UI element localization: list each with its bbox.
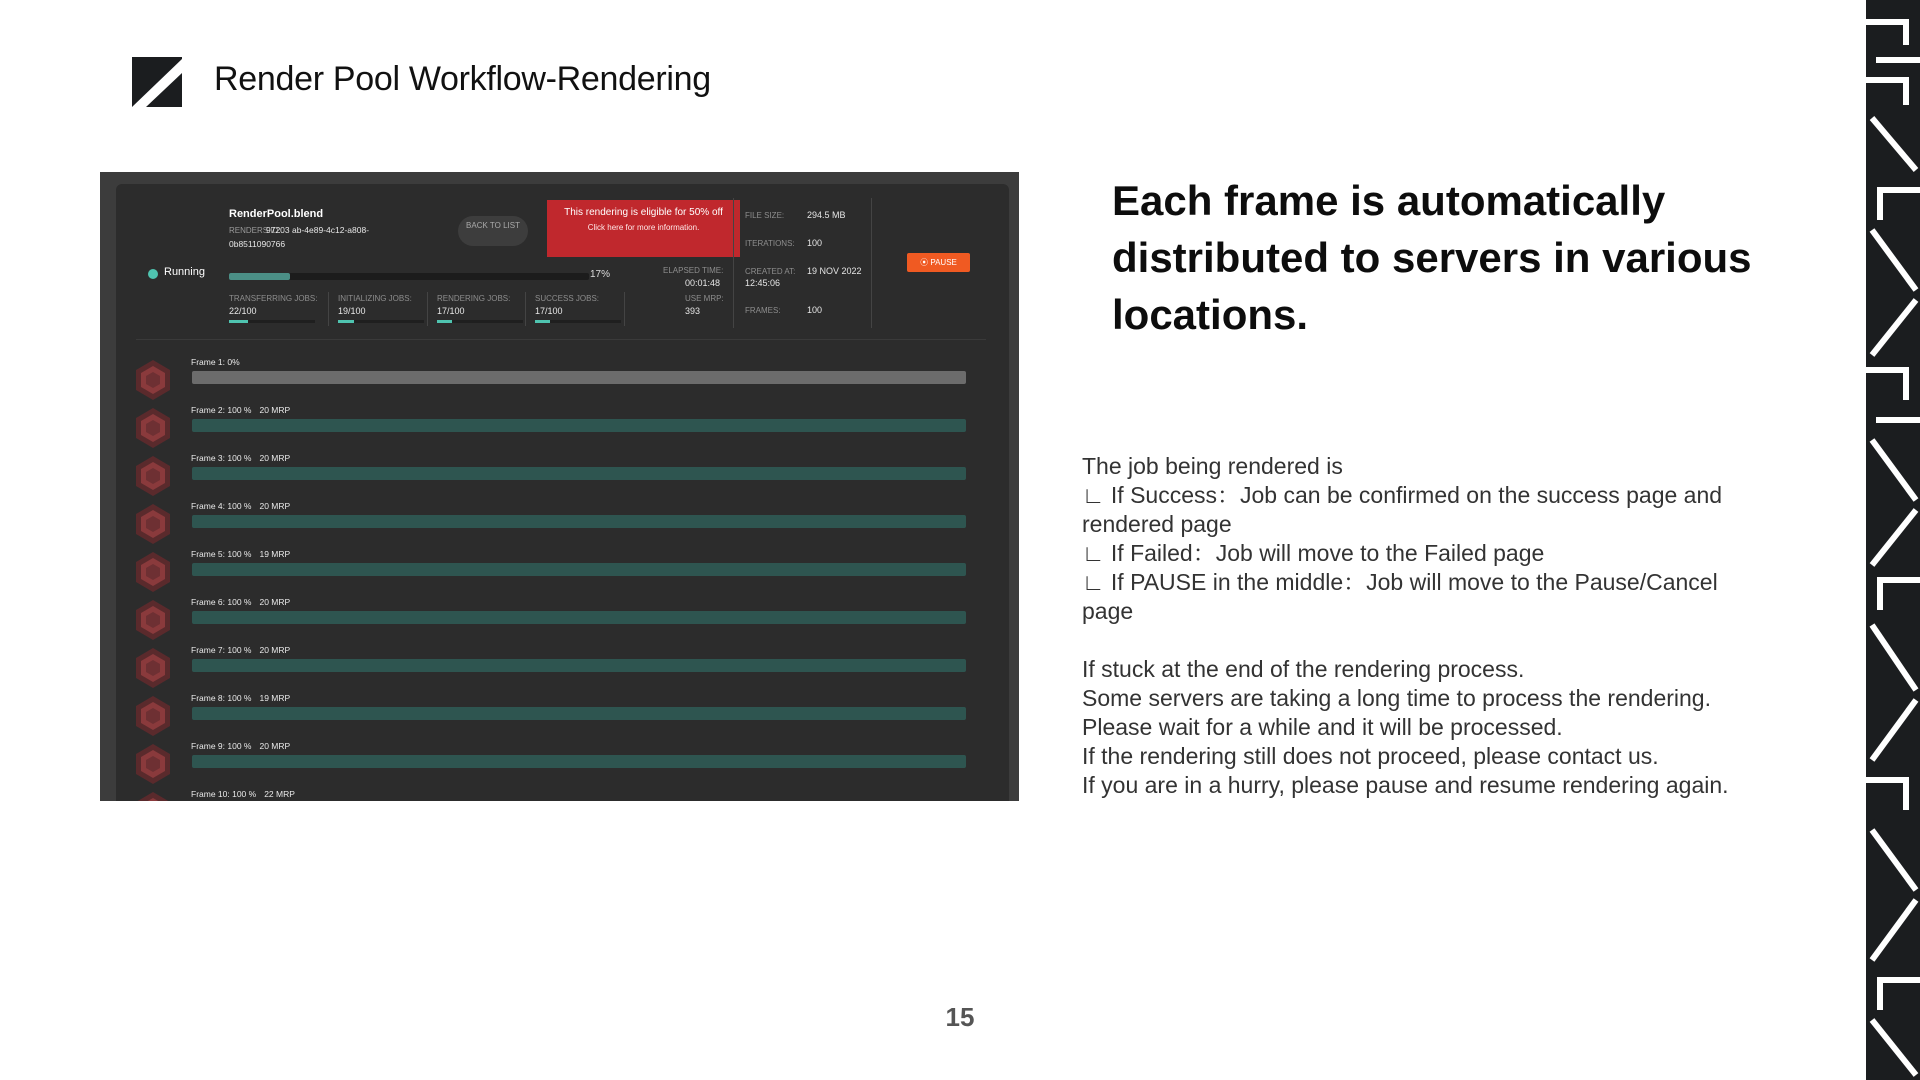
frame-label: [191, 645, 298, 655]
frame-mrp: 20 MRP: [259, 453, 291, 463]
elapsed-time-label: ELAPSED TIME:: [663, 266, 724, 275]
frames-label: FRAMES:: [745, 306, 781, 315]
render-id-value-continued: 0b8511090766: [229, 239, 286, 249]
overall-progress-label: 17%: [590, 269, 611, 280]
frame-mrp: 20 MRP: [259, 405, 291, 415]
initializing-jobs: [338, 294, 424, 323]
body-line: If the rendering still does not proceed, please contact us.: [1082, 743, 1659, 769]
discount-banner[interactable]: [547, 200, 740, 257]
body-line: ∟ If Success：Job can be confirmed on the success page and rendered page: [1082, 482, 1723, 537]
file-name: RenderPool.blend: [229, 208, 324, 220]
use-mrp-label: USE MRP:: [685, 294, 724, 303]
job-progress-fill: [535, 320, 550, 323]
frame-label: [191, 357, 256, 367]
render-status-card: [116, 184, 1009, 801]
status-dot-icon: [148, 269, 158, 279]
body-line: If you are in a hurry, please pause and resume rendering again.: [1082, 772, 1729, 798]
frame-row: [116, 645, 1009, 693]
frame-thumbnail-icon: [134, 695, 172, 737]
frames-value: 100: [807, 305, 823, 315]
frame-thumbnail-icon: [134, 407, 172, 449]
frame-row: [116, 501, 1009, 549]
created-at-row: [745, 266, 862, 276]
job-value: 22/100: [229, 306, 257, 316]
body-line: If stuck at the end of the rendering process.: [1082, 656, 1525, 682]
frame-progress-bar: [192, 659, 966, 672]
body-line: ∟ If Failed：Job will move to the Failed page: [1082, 540, 1545, 566]
frame-label: [191, 453, 298, 463]
frame-thumbnail-icon: [134, 647, 172, 689]
pause-button-label: PAUSE: [930, 258, 957, 267]
job-value: 19/100: [338, 306, 366, 316]
transferring-jobs: [229, 294, 317, 323]
body-line: Please wait for a while and it will be processed.: [1082, 714, 1563, 740]
frames-row: [745, 305, 822, 315]
created-at-value: 19 NOV 2022: [807, 266, 862, 276]
iterations-value: 100: [807, 238, 823, 248]
frame-thumbnail-icon: [134, 503, 172, 545]
job-progress-bar: [338, 320, 424, 323]
frame-label: [191, 405, 298, 415]
rendering-jobs: [437, 294, 523, 323]
created-time-value: 12:45:06: [745, 278, 781, 288]
elapsed-time-value: 00:01:48: [685, 278, 721, 288]
frame-mrp: 19 MRP: [259, 549, 291, 559]
pause-icon: ⦿: [920, 258, 929, 267]
frame-progress-text: Frame 3: 100 %: [191, 453, 252, 463]
frame-progress-bar: [192, 419, 966, 432]
frame-progress-text: Frame 10: 100 %: [191, 789, 257, 799]
frame-progress-text: Frame 8: 100 %: [191, 693, 252, 703]
frame-thumbnail-icon: [134, 551, 172, 593]
job-label: SUCCESS JOBS:: [535, 294, 600, 303]
body-line: The job being rendered is: [1082, 453, 1343, 479]
divider: [733, 198, 734, 328]
job-label: INITIALIZING JOBS:: [338, 294, 412, 303]
created-at-label: CREATED AT:: [745, 267, 796, 276]
frame-progress-bar: [192, 563, 966, 576]
headline: Each frame is automatically distributed to servers in various locations.: [1112, 177, 1752, 338]
job-progress-bar: [229, 320, 315, 323]
divider: [328, 292, 329, 326]
frame-mrp: 19 MRP: [259, 693, 291, 703]
status-label: Running: [164, 266, 205, 278]
frame-thumbnail-icon: [134, 455, 172, 497]
frame-row: [116, 549, 1009, 597]
frame-thumbnail-icon: [134, 743, 172, 785]
frame-progress-text: Frame 6: 100 %: [191, 597, 252, 607]
overall-progress-fill: [229, 273, 290, 280]
frame-progress-text: Frame 4: 100 %: [191, 501, 252, 511]
back-to-list-button[interactable]: BACK TO LIST: [458, 216, 528, 246]
iterations-label: ITERATIONS:: [745, 239, 795, 248]
spacer: [1082, 626, 1762, 655]
frame-progress-bar: [192, 371, 966, 384]
frame-progress-text: Frame 2: 100 %: [191, 405, 252, 415]
use-mrp-value: 393: [685, 306, 701, 316]
frame-label: [191, 693, 298, 703]
success-jobs: [535, 294, 621, 323]
frame-progress-bar: [192, 611, 966, 624]
body-line: ∟ If PAUSE in the middle：Job will move to the Pause/Cancel page: [1082, 569, 1718, 624]
frame-progress-text: Frame 1: 0%: [191, 357, 240, 367]
divider: [136, 339, 986, 340]
divider: [624, 292, 625, 326]
frame-progress-bar: [192, 755, 966, 768]
iterations-row: [745, 238, 822, 248]
frame-mrp: 22 MRP: [264, 789, 295, 799]
divider: [871, 198, 872, 328]
overall-progress-bar: [229, 273, 589, 280]
pause-button[interactable]: [907, 253, 970, 272]
frame-row: [116, 741, 1009, 789]
brand-logo-icon: [132, 57, 182, 107]
frame-row: [116, 693, 1009, 741]
job-progress-bar: [437, 320, 523, 323]
job-label: TRANSFERRING JOBS:: [229, 294, 318, 303]
slide-title: Render Pool Workflow-Rendering: [214, 60, 711, 98]
frame-progress-bar: [192, 515, 966, 528]
discount-banner-text: This rendering is eligible for 50% off: [564, 207, 723, 218]
job-progress-fill: [338, 320, 354, 323]
frame-mrp: 20 MRP: [259, 645, 291, 655]
frame-thumbnail-icon: [134, 599, 172, 641]
file-size-row: [745, 210, 846, 220]
frame-thumbnail-icon: [134, 791, 172, 801]
file-size-value: 294.5 MB: [807, 210, 846, 220]
decorative-pattern-band: [1866, 0, 1920, 1080]
frame-row: [116, 405, 1009, 453]
frame-row: [116, 597, 1009, 645]
job-label: RENDERING JOBS:: [437, 294, 511, 303]
frames-list: [116, 357, 1009, 801]
frame-progress-bar: [192, 707, 966, 720]
frame-progress-text: Frame 5: 100 %: [191, 549, 252, 559]
discount-info-link[interactable]: Click here for more information.: [587, 223, 700, 232]
frame-label: [191, 501, 298, 511]
body-line: Some servers are taking a long time to process the rendering.: [1082, 685, 1711, 711]
job-value: 17/100: [535, 306, 563, 316]
frame-row: [116, 357, 1009, 405]
frame-progress-text: Frame 9: 100 %: [191, 741, 252, 751]
page-number: 15: [945, 1002, 975, 1032]
file-size-label: FILE SIZE:: [745, 211, 785, 220]
job-progress-fill: [437, 320, 452, 323]
divider: [525, 292, 526, 326]
frame-mrp: 20 MRP: [259, 741, 291, 751]
frame-label: [191, 789, 303, 799]
job-value: 17/100: [437, 306, 465, 316]
frame-mrp: 20 MRP: [259, 597, 291, 607]
job-progress-fill: [229, 320, 248, 323]
frame-row: [116, 789, 1009, 801]
divider: [427, 292, 428, 326]
render-status-screenshot: [100, 172, 1019, 801]
body-text: [1082, 452, 1762, 800]
job-progress-bar: [535, 320, 621, 323]
frame-label: [191, 741, 298, 751]
frame-thumbnail-icon: [134, 359, 172, 401]
frame-row: [116, 453, 1009, 501]
created-time-row: [745, 278, 780, 288]
render-id-value: 97203 ab-4e89-4c12-a808-: [266, 225, 370, 235]
render-id-label: RENDERS ID:: [229, 226, 281, 235]
frame-label: [191, 549, 298, 559]
frame-progress-text: Frame 7: 100 %: [191, 645, 252, 655]
frame-progress-bar: [192, 467, 966, 480]
frame-mrp: 20 MRP: [259, 501, 291, 511]
frame-label: [191, 597, 298, 607]
